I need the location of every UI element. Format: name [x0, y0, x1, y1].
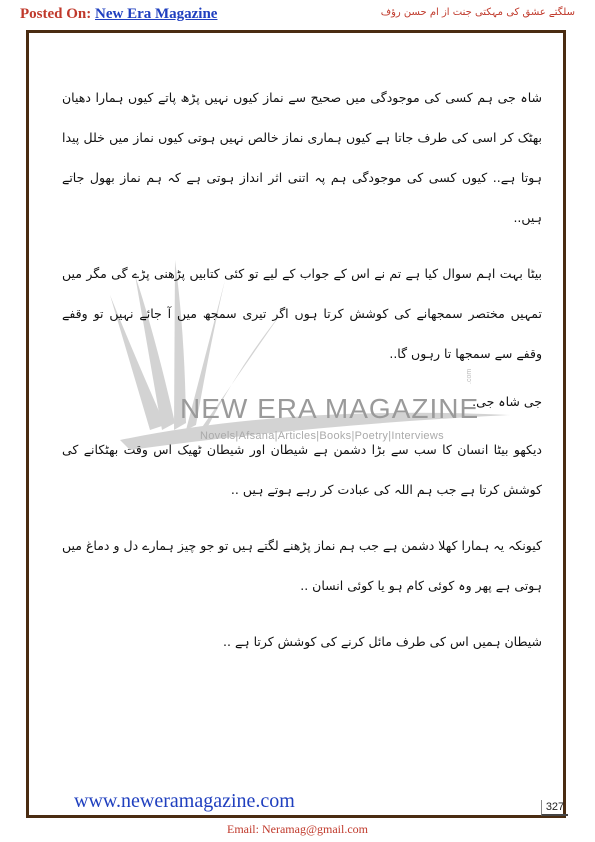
watermark-domain-suffix: .com: [466, 368, 473, 384]
paragraph: شیطان ہمیں اس کی طرف مائل کرنے کی کوشش کرتا ہے ..: [223, 634, 542, 649]
paragraph: دیکھو بیٹا انسان کا سب سے بڑا دشمن ہے شیطان اور شیطان ٹھیک اس وقت بھٹکانے کی کوشش کرتا ہے جب ہم اللہ کی عبادت کر رہے ہوتے ہیں ..: [62, 442, 542, 497]
paragraph: جی شاہ جی.: [472, 394, 542, 409]
paragraph: بیٹا بہت اہم سوال کیا ہے تم نے اس کے جواب کے لیے تو کئی کتابیں پڑھنی پڑے گی مگر میں تمہیں مختصر سمجھانے کی کوشش کرتا ہوں اگر تیری سمجھ میں آ جائے نہیں تو وقفے وقفے سے سمجھا تا رہوں گا..: [62, 266, 542, 361]
posted-on-header: [20, 6, 217, 23]
contact-email[interactable]: Email: Neramag@gmail.com: [226, 822, 368, 836]
paragraph: شاہ جی ہم کسی کی موجودگی میں صحیح سے نماز کیوں نہیں پڑھ پاتے کیوں ہمارا دھیان بھٹک کر اسی کی طرف جاتا ہے کیوں ہماری نماز خالص نہیں ہوتی کیوں نماز میں خلل پیدا ہوتا ہے.. کیوں کسی کی موجودگی ہم پہ اتنی اثر انداز ہوتی ہے کہ ہم نماز بھول جاتے ہیں..: [62, 90, 542, 225]
watermark-subtitle: Novels|Afsana|Articles|Books|Poetry|Interviews: [200, 430, 444, 442]
website-link[interactable]: www.neweramagazine.com: [74, 790, 295, 812]
watermark-title: NEW ERA MAGAZINE: [180, 393, 480, 424]
page-number: 327: [541, 800, 568, 816]
article-body: [62, 78, 542, 678]
magazine-link[interactable]: New Era Magazine: [95, 6, 218, 22]
posted-on-label: Posted On:: [20, 6, 92, 22]
novel-credit: سلگتے عشق کی مہکتی جنت از ام حسن رؤف: [380, 7, 575, 18]
paragraph: کیونکہ یہ ہمارا کھلا دشمن ہے جب ہم نماز پڑھنے لگتے ہیں تو جو چیز ہمارے دل و دماغ میں ہوتی ہے پھر وہ کوئی کام ہو یا کوئی انسان ..: [62, 538, 542, 593]
